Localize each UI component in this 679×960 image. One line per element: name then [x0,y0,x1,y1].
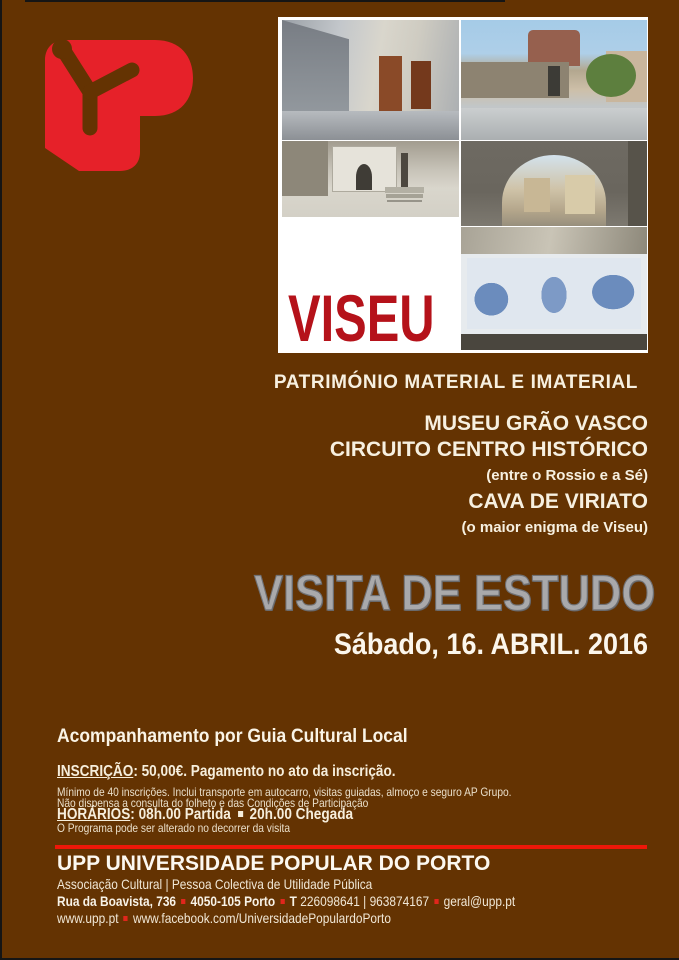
event-title: VISITA DE ESTUDO [253,565,655,621]
photo-stone-arch [461,141,647,226]
schedule-departure: : 08h.00 Partida [130,806,231,823]
white-square-bullet-icon [238,811,243,817]
schedule-label: HORÁRIOS [57,806,131,823]
event-date: Sábado, 16. ABRIL. 2016 [333,628,648,661]
photo-detail [548,66,559,96]
photo-detail [385,187,424,194]
heritage-item: CAVA DE VIRIATO [468,490,648,513]
photo-detail [586,54,636,97]
photo-detail [282,141,328,196]
photo-detail [565,175,595,214]
footer-phone-label: T [289,893,297,909]
footer-web-line [57,910,391,926]
photo-rossio-square [461,20,647,140]
photo-detail [461,108,647,140]
footer-org-name: UPP UNIVERSIDADE POPULAR DO PORTO [57,852,491,875]
poster-subtitle: PATRIMÓNIO MATERIAL E IMATERIAL [273,372,638,393]
red-square-bullet-icon [181,899,185,904]
inscription-label: INSCRIÇÃO [57,763,134,780]
footer-phones: 226098641 | 963874167 [300,893,430,909]
footer-legal-line: Associação Cultural | Pessoa Colectiva de Utilidade Pública [57,876,373,892]
heritage-item: MUSEU GRÃO VASCO [424,412,648,435]
photo-detail [628,141,647,226]
footer-postal: 4050-105 Porto [190,893,276,909]
photo-detail [282,111,459,140]
poster-title: VISEU [288,281,435,355]
photo-detail [528,30,580,66]
left-border-line [0,0,2,960]
note-minimum: Mínimo de 40 inscrições. Inclui transporte em autocarro, visitas guiadas, almoço e seguro AP Grupo. [57,785,512,799]
photo-pillory-plaza [282,141,459,217]
guide-line: Acompanhamento por Guia Cultural Local [57,726,408,747]
photo-detail [379,56,402,111]
upp-logo-icon [43,38,195,173]
photo-detail [401,153,408,186]
footer-address-line [57,893,515,909]
note-conditions: Não dispensa a consulta do folheto e das Condições de Participação [57,796,369,810]
heritage-item-note: (entre o Rossio e a Sé) [486,467,648,484]
inscription-line [57,763,396,781]
photo-detail [461,334,647,350]
red-square-bullet-icon [124,916,128,921]
photo-detail [467,258,642,329]
photo-detail [356,164,372,190]
inscription-text: : 50,00€. Pagamento no ato da inscrição. [133,763,396,780]
footer-facebook[interactable]: www.facebook.com/UniversidadePopulardoPorto [132,910,391,926]
note-program-change: O Programa pode ser alterado no decorrer da visita [57,821,291,835]
schedule-arrival: 20h.00 Chegada [249,806,354,823]
photo-collage-panel [278,17,648,353]
footer-divider-line [55,845,647,849]
heritage-item-note: (o maior enigma de Viseu) [461,519,648,536]
photo-historic-street [282,20,459,140]
top-border-line [25,0,505,2]
photo-detail [461,227,647,254]
footer-website[interactable]: www.upp.pt [57,910,119,926]
footer-email[interactable]: geral@upp.pt [443,893,516,909]
footer-street: Rua da Boavista, 736 [57,893,177,909]
heritage-list [330,411,648,541]
photo-detail [524,178,550,212]
photo-azulejo-stairway [461,227,647,350]
photo-detail [411,61,430,109]
red-square-bullet-icon [434,899,438,904]
heritage-item: CIRCUITO CENTRO HISTÓRICO [329,438,648,461]
red-square-bullet-icon [280,899,284,904]
